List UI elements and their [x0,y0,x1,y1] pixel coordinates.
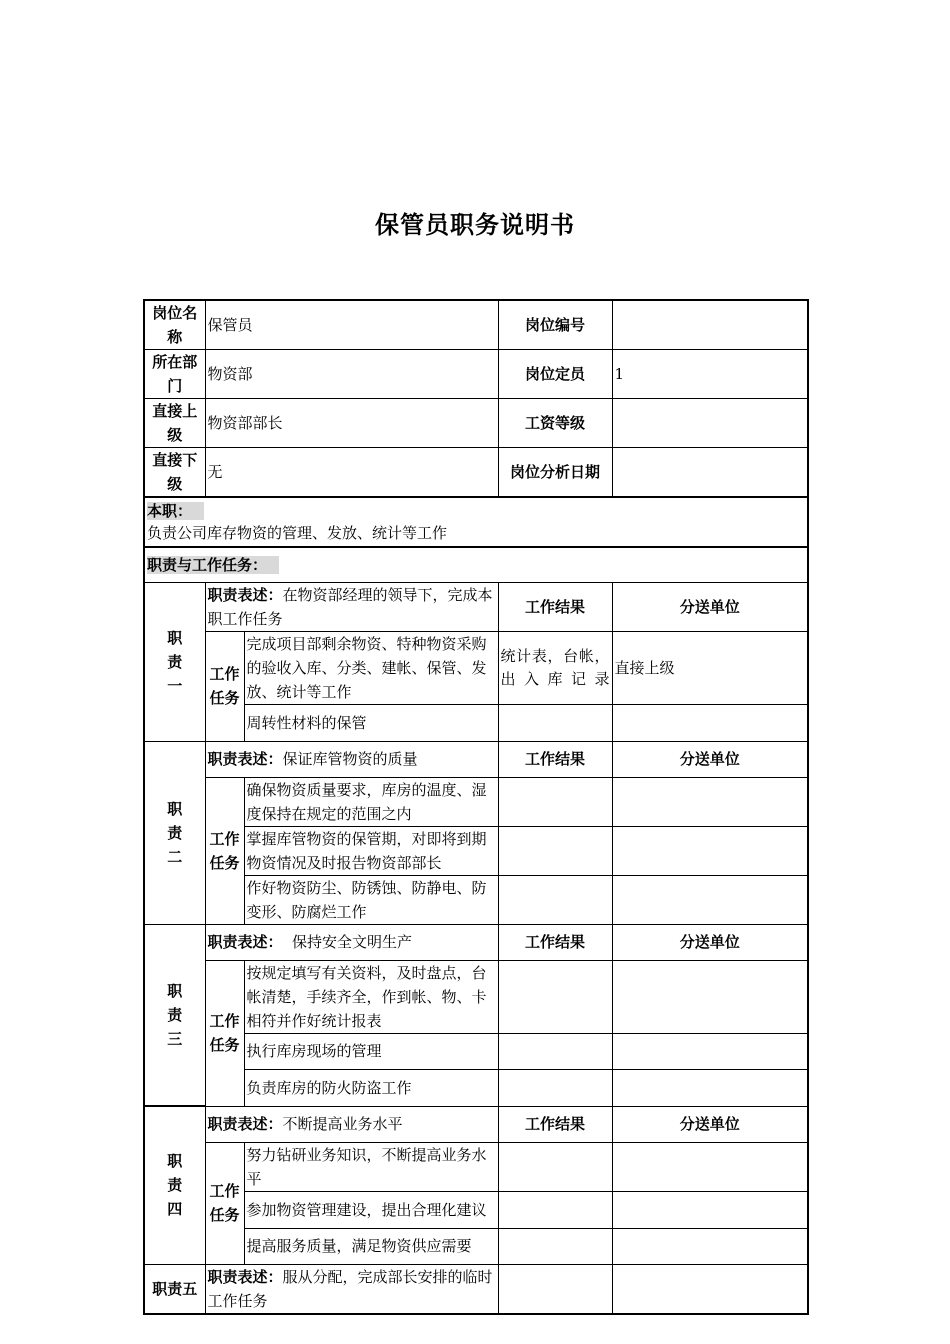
post-code-label: 岗位编号 [498,300,612,350]
duty-2-task-row-1 [144,777,808,826]
duty-1-dest-header: 分送单位 [612,582,808,631]
duty-4-task-row-3 [144,1228,808,1264]
post-name-label: 岗位名称 [144,300,205,350]
duty-2-desc-row [144,741,808,777]
duty-3-task-2: 执行库房现场的管理 [244,1033,498,1069]
post-code-value [612,300,808,350]
duty-1-label: 职 责 一 [144,582,205,741]
duty-2-task-2: 掌握库管物资的保管期，对即将到期物资情况及时报告物资部部长 [244,826,498,875]
info-row-2 [144,350,808,399]
duty-4-description: 职责表述：不断提高业务水平 [205,1106,498,1142]
duty-summary-text: 负责公司库存物资的管理、发放、统计等工作 [147,524,448,542]
duty-2-result-header: 工作结果 [498,741,612,777]
duty-3-label: 职 责 三 [144,924,205,1106]
duty-3-task-3-dest [612,1069,808,1106]
duty-1-task-2-dest [612,704,808,741]
duty-2-task-3-dest [612,875,808,924]
superior-value: 物资部部长 [205,399,498,448]
analysis-date-value [612,448,808,498]
duty-2-task-row-3 [144,875,808,924]
duty-3-task-1-result [498,960,612,1033]
duty-4-task-1-dest [612,1142,808,1191]
duty-1-task-1-result: 统计表，台帐，出入库记录 [498,631,612,704]
duty-1-desc-row [144,582,808,631]
analysis-date-label: 岗位分析日期 [498,448,612,498]
duty-3-result-header: 工作结果 [498,924,612,960]
duty-5-description: 职责表述：服从分配，完成部长安排的临时工作任务 [205,1264,498,1314]
duty-2-task-2-result [498,826,612,875]
duty-3-task-row-1 [144,960,808,1033]
duty-4-task-2: 参加物资管理建设，提出合理化建议 [244,1191,498,1228]
duty-4-label: 职 责 四 [144,1106,205,1264]
duty-2-description: 职责表述：保证库管物资的质量 [205,741,498,777]
superior-label: 直接上级 [144,399,205,448]
headcount-value: 1 [612,350,808,399]
duty-1-task-label: 工作任务 [205,631,244,741]
duty-5-dest [612,1264,808,1314]
duty-4-task-2-dest [612,1191,808,1228]
duty-4-task-3-dest [612,1228,808,1264]
dept-value: 物资部 [205,350,498,399]
wage-value [612,399,808,448]
duty-4-task-3: 提高服务质量，满足物资供应需要 [244,1228,498,1264]
duty-2-task-3: 作好物资防尘、防锈蚀、防静电、防变形、防腐烂工作 [244,875,498,924]
duty-3-task-row-3 [144,1069,808,1106]
duty-summary-row [144,497,808,547]
headcount-label: 岗位定员 [498,350,612,399]
duty-1-task-1: 完成项目部剩余物资、特种物资采购的验收入库、分类、建帐、保管、发放、统计等工作 [244,631,498,704]
duty-1-task-1-dest: 直接上级 [612,631,808,704]
job-description-table [143,299,809,1315]
duty-3-task-2-result [498,1033,612,1069]
duty-2-dest-header: 分送单位 [612,741,808,777]
duty-4-task-1: 努力钻研业务知识，不断提高业务水平 [244,1142,498,1191]
duty-2-task-2-dest [612,826,808,875]
wage-label: 工资等级 [498,399,612,448]
dept-label: 所在部门 [144,350,205,399]
duty-4-result-header: 工作结果 [498,1106,612,1142]
duty-1-description: 职责表述：在物资部经理的领导下，完成本职工作任务 [205,582,498,631]
duty-4-task-3-result [498,1228,612,1264]
duty-2-task-label: 工作任务 [205,777,244,924]
duty-4-desc-row [144,1106,808,1142]
duty-4-task-row-1 [144,1142,808,1191]
duty-2-task-row-2 [144,826,808,875]
duty-1-task-row-1 [144,631,808,704]
duty-3-task-1-dest [612,960,808,1033]
duty-2-task-1-result [498,777,612,826]
duty-4-task-row-2 [144,1191,808,1228]
duty-3-task-3-result [498,1069,612,1106]
tasks-header: 职责与工作任务： [147,556,279,574]
duty-2-task-1: 确保物资质量要求，库房的温度、湿度保持在规定的范围之内 [244,777,498,826]
subordinate-value: 无 [205,448,498,498]
subordinate-label: 直接下级 [144,448,205,498]
duty-3-task-row-2 [144,1033,808,1069]
page-title: 保管员职务说明书 [375,211,575,239]
duty-1-task-2-result [498,704,612,741]
info-row-4 [144,448,808,498]
info-row-3 [144,399,808,448]
duty-3-task-2-dest [612,1033,808,1069]
duty-2-task-3-result [498,875,612,924]
duty-3-desc-row [144,924,808,960]
duty-4-task-1-result [498,1142,612,1191]
duty-1-result-header: 工作结果 [498,582,612,631]
duty-3-description: 职责表述： 保持安全文明生产 [205,924,498,960]
duty-4-dest-header: 分送单位 [612,1106,808,1142]
duty-3-task-label: 工作任务 [205,960,244,1106]
duty-3-task-1: 按规定填写有关资料，及时盘点，台帐清楚，手续齐全，作到帐、物、卡相符并作好统计报表 [244,960,498,1033]
duty-5-label: 职责五 [144,1264,205,1314]
duty-1-task-2: 周转性材料的保管 [244,704,498,741]
duty-4-task-2-result [498,1191,612,1228]
duty-3-dest-header: 分送单位 [612,924,808,960]
duty-2-task-1-dest [612,777,808,826]
duty-2-label: 职 责 二 [144,741,205,924]
duty-3-task-3: 负责库房的防火防盗工作 [244,1069,498,1106]
duty-4-task-label: 工作任务 [205,1142,244,1264]
duty-1-task-row-2 [144,704,808,741]
duty-5-row [144,1264,808,1314]
duty-5-result [498,1264,612,1314]
duty-summary-label: 本职： [147,502,204,520]
post-name-value: 保管员 [205,300,498,350]
info-row-1 [144,300,808,350]
tasks-header-row [144,547,808,582]
